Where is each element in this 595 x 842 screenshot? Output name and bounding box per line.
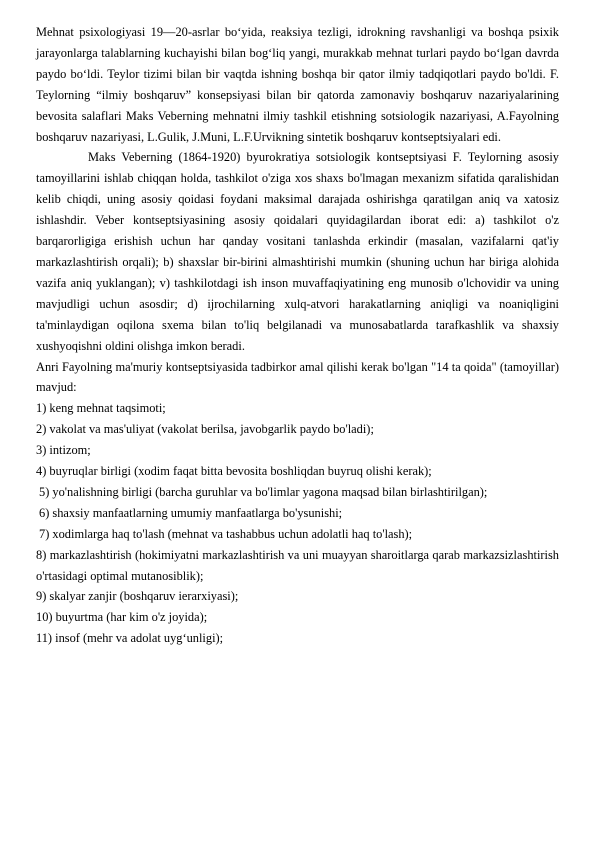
principle-item-8: 8) markazlashtirish (hokimiyatni markazlashtirish va uni muayyan sharoitlarga qarab markazsizlashtirish o'rtasidagi optimal mutanosiblik); (36, 547, 559, 583)
principle-item-11: 11) insof (mehr va adolat uyg‘unligi); (36, 631, 224, 646)
document-page (36, 22, 559, 649)
principle-item-7: 7) xodimlarga haq to'lash (mehnat va tashabbus uchun adolatli haq to'lash); (39, 526, 413, 541)
principle-item-9: 9) skalyar zanjir (boshqaruv ierarxiyasi); (36, 589, 239, 604)
principle-item-3: 3) intizom; (36, 443, 91, 458)
paragraph-weber-bureaucracy: Maks Veberning (1864-1920) byurokratiya sotsiologik kontseptsiyasi F. Teylorning asosiy tamoyillarini ishlab chiqqan holda, tashkilot o'ziga xos shaxs bo'lmagan mexanizm sifatida qaralishidan kelib chiqdi, uning asosiy qoidasi foydani maksimal darajada oshirishga qaratilgan aniq va xatosiz ishlashdir. Veber kontseptsiyasining asosiy qoidalari quyidagilardan iborat edi: a) tashkilot o'z barqarorligiga erishish uchun har qanday vositani tanlashda erkindir (masalan, vazifalarni qat'iy markazlashtirish orqali); b) shaxslar bir-birini almashtirishi mumkin (shuning uchun har biriga alohida vazifa aniq yuklangan); v) tashkilotdagi ish inson muvaffaqiyatining eng munosib o'lchovidir va uning mavjudligi uchun asosdir; d) ijrochilarning xulq-atvori harakatlarning aniqligi va noaniqligini ta'minlaydigan oqilona sxema bilan to'liq belgilanadi va munosabatlarda tarafkashlik va shaxsiy xushyoqishni oldini olishga imkon beradi. (36, 150, 559, 353)
fayol-principles-list (36, 398, 559, 649)
principle-item-5: 5) yo'nalishning birligi (barcha guruhlar va bo'limlar yagona maqsad bilan birlashtirilgan); (39, 484, 488, 499)
principle-item-1: 1) keng mehnat taqsimoti; (36, 401, 166, 416)
principle-item-6: 6) shaxsiy manfaatlarning umumiy manfaatlarga bo'ysunishi; (39, 505, 343, 520)
principle-item-2: 2) vakolat va mas'uliyat (vakolat berilsa, javobgarlik paydo bo'ladi); (36, 422, 374, 437)
paragraph-labor-psychology-history: Mehnat psixologiyasi 19—20-asrlar bo‘yida, reaksiya tezligi, idrokning ravshanligi va boshqa psixik jarayonlarga talablarning kuchayishi bilan bog‘liq yangi, murakkab mehnat turlari paydo bo‘lgan davrda paydo bo‘ldi. Teylor tizimi bilan bir vaqtda ishning boshqa bir qator ilmiy tadqiqotlari paydo bo'ldi. F. Teylorning “ilmiy boshqaruv” konsepsiyasi bilan bir qatorda zamonaviy boshqaruv nazariyalarining bevosita salaflari Maks Veberning mehnatni ilmiy tashkil etishning sotsiologik nazariyasi, A.Fayolning boshqaruv nazariyasi, L.Gulik, J.Muni, L.F.Urvikning sintetik boshqaruv kontseptsiyalari edi. (36, 25, 559, 144)
principle-item-10: 10) buyurtma (har kim o'z joyida); (36, 610, 208, 625)
paragraph-fayol-intro: Anri Fayolning ma'muriy kontseptsiyasida tadbirkor amal qilishi kerak bo'lgan "14 ta qoida" (tamoyillar) mavjud: (36, 359, 559, 395)
principle-item-4: 4) buyruqlar birligi (xodim faqat bitta bevosita boshliqdan buyruq olishi kerak); (36, 464, 432, 479)
